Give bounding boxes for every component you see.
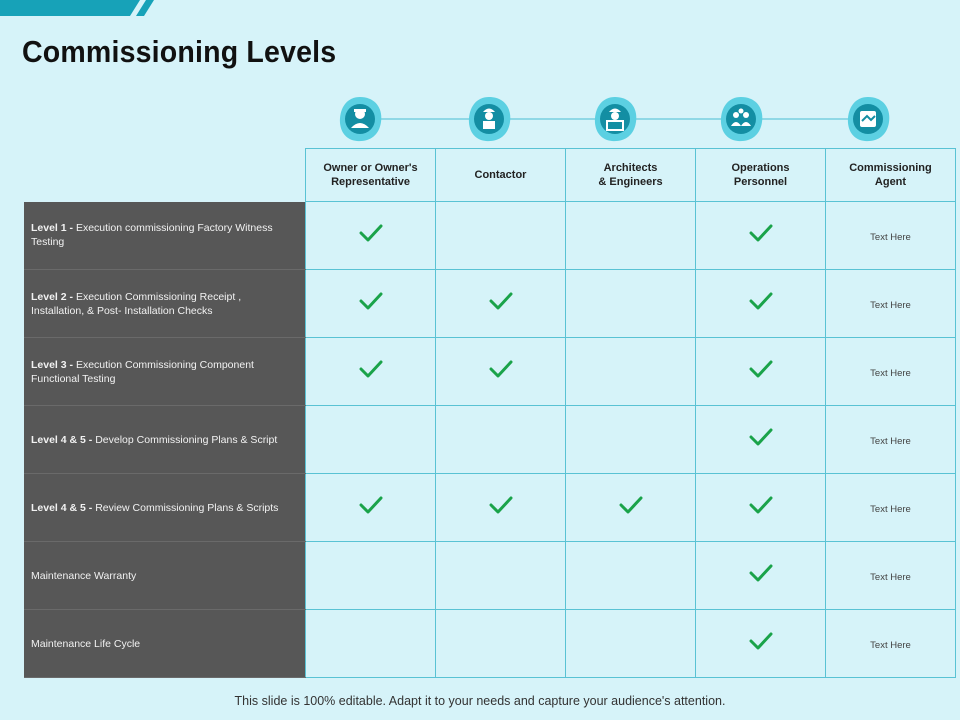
- matrix-cell: [566, 406, 696, 474]
- row-label: [24, 474, 306, 542]
- matrix-cell: [436, 338, 566, 406]
- row-label: [24, 202, 306, 270]
- row-label-prefix: Level 4 & 5 -: [31, 501, 96, 514]
- row-label-prefix: Level 3 -: [31, 358, 76, 371]
- matrix-cell: [696, 610, 826, 678]
- table-row: [24, 610, 956, 678]
- footer-note: This slide is 100% editable. Adapt it to your needs and capture your audience's attention.: [234, 694, 726, 708]
- matrix-cell: [566, 474, 696, 542]
- column-header-agent: Commissioning Agent: [826, 149, 956, 202]
- matrix-cell: [696, 406, 826, 474]
- row-label: [24, 338, 306, 406]
- matrix-cell: [436, 406, 566, 474]
- check-icon: [748, 291, 774, 311]
- matrix-cell: [306, 406, 436, 474]
- column-header-operations: Operations Personnel: [696, 149, 826, 202]
- matrix-cell: [696, 338, 826, 406]
- check-icon: [748, 223, 774, 243]
- table-row: [24, 474, 956, 542]
- check-icon: [358, 359, 384, 379]
- header-blank-cell: [24, 149, 306, 202]
- column-header-owner: Owner or Owner's Representative: [306, 149, 436, 202]
- matrix-cell: [696, 474, 826, 542]
- architect-icon: [590, 94, 640, 144]
- check-icon: [358, 223, 384, 243]
- matrix-cell: [306, 270, 436, 338]
- table-row: [24, 542, 956, 610]
- matrix-cell: [696, 270, 826, 338]
- agent-cell-text: Text Here: [870, 231, 911, 243]
- column-header-architects: Architects & Engineers: [566, 149, 696, 202]
- row-label-text: Maintenance Life Cycle: [31, 637, 141, 650]
- check-icon: [748, 427, 774, 447]
- column-header-contactor: Contactor: [436, 149, 566, 202]
- matrix-cell: [306, 610, 436, 678]
- commissioning-matrix: [24, 148, 956, 678]
- check-icon: [488, 291, 514, 311]
- agent-cell: [826, 610, 956, 678]
- agent-cell-text: Text Here: [870, 571, 911, 583]
- agent-cell: [826, 542, 956, 610]
- row-label-text: Execution Commissioning Receipt , Installation, & Post- Installation Checks: [31, 290, 242, 317]
- header-accent-bar: [0, 0, 160, 16]
- agent-cell-text: Text Here: [870, 435, 911, 447]
- check-icon: [748, 495, 774, 515]
- agent-cell: [826, 338, 956, 406]
- matrix-cell: [436, 542, 566, 610]
- contractor-icon: [464, 94, 514, 144]
- owner-icon: [335, 94, 385, 144]
- check-icon: [748, 563, 774, 583]
- matrix-cell: [306, 474, 436, 542]
- row-label: [24, 270, 306, 338]
- check-icon: [748, 359, 774, 379]
- table-row: [24, 406, 956, 474]
- row-label-text: Develop Commissioning Plans & Script: [95, 433, 278, 446]
- row-label: [24, 406, 306, 474]
- table-row: [24, 270, 956, 338]
- table-row: [24, 202, 956, 270]
- matrix-cell: [436, 202, 566, 270]
- row-label-text: Maintenance Warranty: [31, 569, 137, 582]
- check-icon: [358, 495, 384, 515]
- agent-cell-text: Text Here: [870, 639, 911, 651]
- matrix-cell: [566, 610, 696, 678]
- header-row: [24, 149, 956, 202]
- agent-cell-text: Text Here: [870, 299, 911, 311]
- matrix-cell: [696, 202, 826, 270]
- row-label-prefix: Level 1 -: [31, 222, 76, 235]
- matrix-cell: [436, 270, 566, 338]
- team-icon: [716, 94, 766, 144]
- check-icon: [748, 631, 774, 651]
- agent-cell: [826, 270, 956, 338]
- row-label-text: Execution Commissioning Component Functional Testing: [31, 358, 254, 385]
- row-label: [24, 542, 306, 610]
- check-icon: [488, 495, 514, 515]
- handshake-icon: [843, 94, 893, 144]
- agent-cell: [826, 202, 956, 270]
- row-label: [24, 610, 306, 678]
- check-icon: [488, 359, 514, 379]
- matrix-cell: [566, 338, 696, 406]
- page-title: Commissioning Levels: [22, 34, 337, 69]
- table-row: [24, 338, 956, 406]
- row-label-text: Execution commissioning Factory Witness Testing: [31, 222, 273, 249]
- matrix-cell: [306, 202, 436, 270]
- matrix-cell: [566, 202, 696, 270]
- check-icon: [358, 291, 384, 311]
- matrix-cell: [566, 270, 696, 338]
- agent-cell: [826, 474, 956, 542]
- matrix-cell: [306, 338, 436, 406]
- agent-cell-text: Text Here: [870, 367, 911, 379]
- matrix-cell: [566, 542, 696, 610]
- check-icon: [618, 495, 644, 515]
- row-label-prefix: Level 4 & 5 -: [31, 433, 96, 446]
- row-label-text: Review Commissioning Plans & Scripts: [95, 501, 279, 514]
- matrix-cell: [696, 542, 826, 610]
- matrix-cell: [436, 610, 566, 678]
- agent-cell-text: Text Here: [870, 503, 911, 515]
- matrix-cell: [306, 542, 436, 610]
- row-label-prefix: Level 2 -: [31, 290, 76, 303]
- agent-cell: [826, 406, 956, 474]
- matrix-cell: [436, 474, 566, 542]
